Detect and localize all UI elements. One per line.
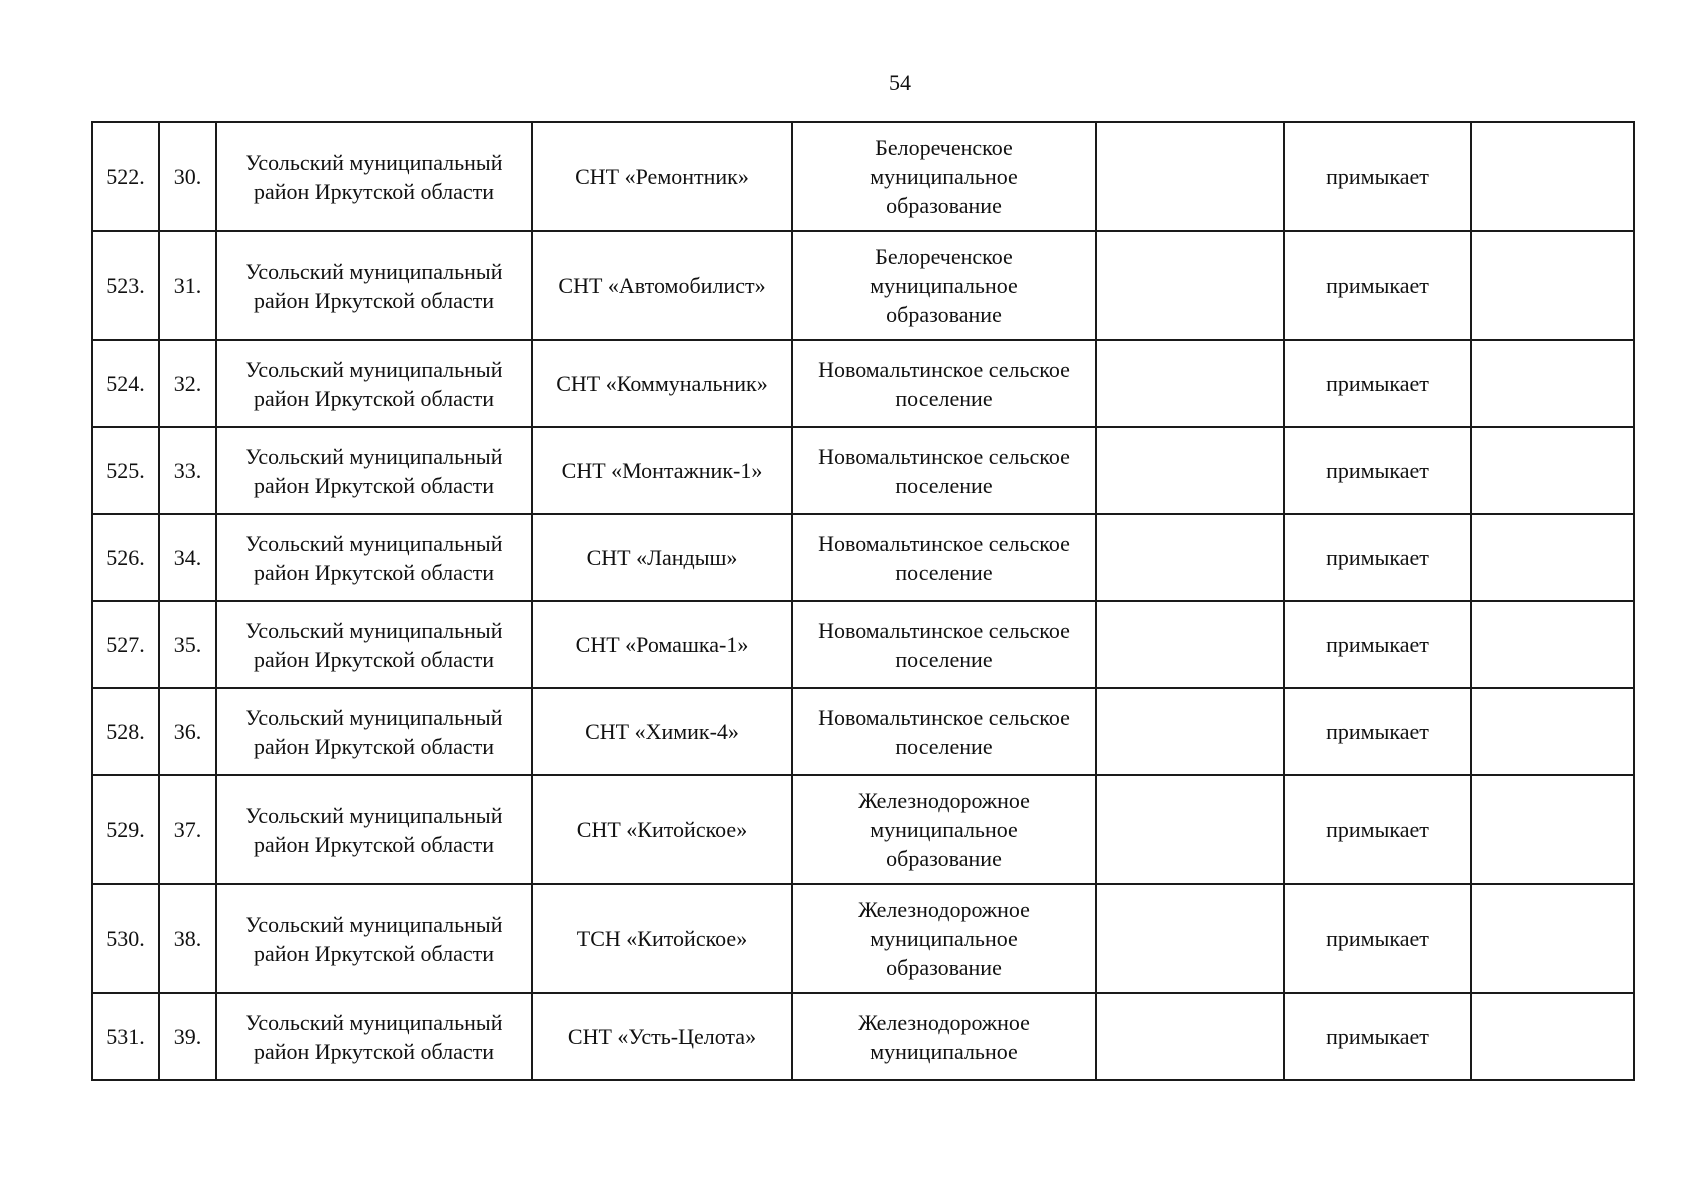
table-row bbox=[92, 993, 1634, 1080]
row-index: 522. bbox=[92, 122, 159, 231]
district-line-2: район Иркутской области bbox=[253, 940, 495, 966]
empty-cell bbox=[1096, 514, 1284, 601]
municipality-line-2: муниципальное bbox=[870, 164, 1018, 189]
municipality-line-1: Железнодорожное bbox=[858, 1009, 1030, 1035]
empty-cell bbox=[1096, 601, 1284, 688]
status-cell: примыкает bbox=[1284, 688, 1471, 775]
status-cell: примыкает bbox=[1284, 122, 1471, 231]
table-row bbox=[92, 122, 1634, 231]
row-subindex: 30. bbox=[159, 122, 216, 231]
row-index: 530. bbox=[92, 884, 159, 993]
empty-cell bbox=[1471, 993, 1634, 1080]
district-line-1: Усольский муниципальный bbox=[245, 617, 503, 643]
empty-cell bbox=[1096, 427, 1284, 514]
municipality-line-2: поселение bbox=[895, 385, 993, 411]
municipality-line-2: поселение bbox=[895, 472, 993, 498]
empty-cell bbox=[1471, 231, 1634, 340]
organization-name: СНТ «Ландыш» bbox=[532, 514, 792, 601]
row-subindex: 35. bbox=[159, 601, 216, 688]
municipality-line-2: муниципальное bbox=[870, 926, 1018, 951]
municipality-line-3: образование bbox=[886, 955, 1002, 980]
district-line-1: Усольский муниципальный bbox=[245, 149, 503, 175]
status-cell: примыкает bbox=[1284, 514, 1471, 601]
district-line-2: район Иркутской области bbox=[253, 385, 495, 411]
row-index: 526. bbox=[92, 514, 159, 601]
status-cell: примыкает bbox=[1284, 427, 1471, 514]
district-line-1: Усольский муниципальный bbox=[245, 1009, 503, 1035]
municipality-cell bbox=[792, 122, 1096, 231]
district-line-2: район Иркутской области bbox=[253, 178, 495, 204]
organization-name: СНТ «Монтажник-1» bbox=[532, 427, 792, 514]
district-line-2: район Иркутской области bbox=[253, 472, 495, 498]
municipality-line-1: Железнодорожное bbox=[858, 788, 1030, 813]
district-cell bbox=[216, 775, 532, 884]
row-subindex: 38. bbox=[159, 884, 216, 993]
empty-cell bbox=[1096, 122, 1284, 231]
row-subindex: 31. bbox=[159, 231, 216, 340]
empty-cell bbox=[1471, 775, 1634, 884]
municipality-line-1: Белореченское bbox=[875, 135, 1013, 160]
row-index: 528. bbox=[92, 688, 159, 775]
empty-cell bbox=[1096, 231, 1284, 340]
municipality-line-3: образование bbox=[886, 302, 1002, 327]
municipality-cell bbox=[792, 884, 1096, 993]
organization-name: СНТ «Автомобилист» bbox=[532, 231, 792, 340]
table-row bbox=[92, 340, 1634, 427]
row-index: 523. bbox=[92, 231, 159, 340]
district-line-1: Усольский муниципальный bbox=[245, 911, 503, 937]
municipality-cell bbox=[792, 775, 1096, 884]
district-line-2: район Иркутской области bbox=[253, 1038, 495, 1064]
district-line-2: район Иркутской области bbox=[253, 287, 495, 313]
district-line-1: Усольский муниципальный bbox=[245, 802, 503, 828]
municipality-line-3: образование bbox=[886, 193, 1002, 218]
empty-cell bbox=[1471, 427, 1634, 514]
organization-name: СНТ «Усть-Целота» bbox=[532, 993, 792, 1080]
page-number: 54 bbox=[889, 70, 911, 95]
status-cell: примыкает bbox=[1284, 993, 1471, 1080]
organization-name: СНТ «Ромашка-1» bbox=[532, 601, 792, 688]
status-cell: примыкает bbox=[1284, 601, 1471, 688]
row-subindex: 34. bbox=[159, 514, 216, 601]
municipality-line-1: Новомальтинское сельское bbox=[818, 617, 1070, 643]
district-cell bbox=[216, 601, 532, 688]
municipality-line-2: поселение bbox=[895, 733, 993, 759]
municipality-cell bbox=[792, 340, 1096, 427]
district-line-2: район Иркутской области bbox=[253, 559, 495, 585]
municipality-line-1: Железнодорожное bbox=[858, 897, 1030, 922]
district-line-1: Усольский муниципальный bbox=[245, 258, 503, 284]
row-index: 531. bbox=[92, 993, 159, 1080]
district-line-1: Усольский муниципальный bbox=[245, 443, 503, 469]
municipality-line-1: Новомальтинское сельское bbox=[818, 704, 1070, 730]
table-row bbox=[92, 427, 1634, 514]
organization-name: СНТ «Ремонтник» bbox=[532, 122, 792, 231]
row-subindex: 33. bbox=[159, 427, 216, 514]
table-row bbox=[92, 688, 1634, 775]
table-row bbox=[92, 514, 1634, 601]
municipality-line-2: муниципальное bbox=[870, 273, 1018, 298]
municipality-line-2: поселение bbox=[895, 646, 993, 672]
empty-cell bbox=[1096, 340, 1284, 427]
status-cell: примыкает bbox=[1284, 884, 1471, 993]
organization-name: СНТ «Химик-4» bbox=[532, 688, 792, 775]
district-cell bbox=[216, 427, 532, 514]
row-index: 525. bbox=[92, 427, 159, 514]
empty-cell bbox=[1471, 688, 1634, 775]
municipality-cell bbox=[792, 231, 1096, 340]
municipality-line-2: муниципальное bbox=[870, 1038, 1018, 1064]
municipality-cell bbox=[792, 688, 1096, 775]
empty-cell bbox=[1471, 884, 1634, 993]
district-cell bbox=[216, 993, 532, 1080]
municipality-cell bbox=[792, 993, 1096, 1080]
district-cell bbox=[216, 340, 532, 427]
row-subindex: 39. bbox=[159, 993, 216, 1080]
row-subindex: 37. bbox=[159, 775, 216, 884]
district-line-2: район Иркутской области bbox=[253, 733, 495, 759]
empty-cell bbox=[1096, 993, 1284, 1080]
organization-name: СНТ «Коммунальник» bbox=[532, 340, 792, 427]
empty-cell bbox=[1471, 122, 1634, 231]
municipality-line-1: Новомальтинское сельское bbox=[818, 530, 1070, 556]
empty-cell bbox=[1471, 514, 1634, 601]
district-line-1: Усольский муниципальный bbox=[245, 356, 503, 382]
empty-cell bbox=[1096, 884, 1284, 993]
district-line-2: район Иркутской области bbox=[253, 646, 495, 672]
municipality-line-2: поселение bbox=[895, 559, 993, 585]
district-cell bbox=[216, 231, 532, 340]
status-cell: примыкает bbox=[1284, 231, 1471, 340]
municipality-line-3: образование bbox=[886, 846, 1002, 871]
district-line-1: Усольский муниципальный bbox=[245, 530, 503, 556]
organization-name: СНТ «Китойское» bbox=[532, 775, 792, 884]
district-line-1: Усольский муниципальный bbox=[245, 704, 503, 730]
table-row bbox=[92, 884, 1634, 993]
table-row bbox=[92, 231, 1634, 340]
row-subindex: 36. bbox=[159, 688, 216, 775]
municipality-line-1: Новомальтинское сельское bbox=[818, 356, 1070, 382]
district-cell bbox=[216, 514, 532, 601]
district-cell bbox=[216, 688, 532, 775]
district-cell bbox=[216, 122, 532, 231]
row-subindex: 32. bbox=[159, 340, 216, 427]
municipality-line-1: Белореченское bbox=[875, 244, 1013, 269]
empty-cell bbox=[1096, 688, 1284, 775]
row-index: 524. bbox=[92, 340, 159, 427]
register-table bbox=[91, 121, 1635, 1081]
table-row bbox=[92, 601, 1634, 688]
row-index: 527. bbox=[92, 601, 159, 688]
empty-cell bbox=[1096, 775, 1284, 884]
district-cell bbox=[216, 884, 532, 993]
status-cell: примыкает bbox=[1284, 340, 1471, 427]
table-row bbox=[92, 775, 1634, 884]
municipality-cell bbox=[792, 514, 1096, 601]
organization-name: ТСН «Китойское» bbox=[532, 884, 792, 993]
empty-cell bbox=[1471, 340, 1634, 427]
district-line-2: район Иркутской области bbox=[253, 831, 495, 857]
municipality-line-2: муниципальное bbox=[870, 817, 1018, 842]
status-cell: примыкает bbox=[1284, 775, 1471, 884]
municipality-line-1: Новомальтинское сельское bbox=[818, 443, 1070, 469]
empty-cell bbox=[1471, 601, 1634, 688]
municipality-cell bbox=[792, 601, 1096, 688]
municipality-cell bbox=[792, 427, 1096, 514]
row-index: 529. bbox=[92, 775, 159, 884]
